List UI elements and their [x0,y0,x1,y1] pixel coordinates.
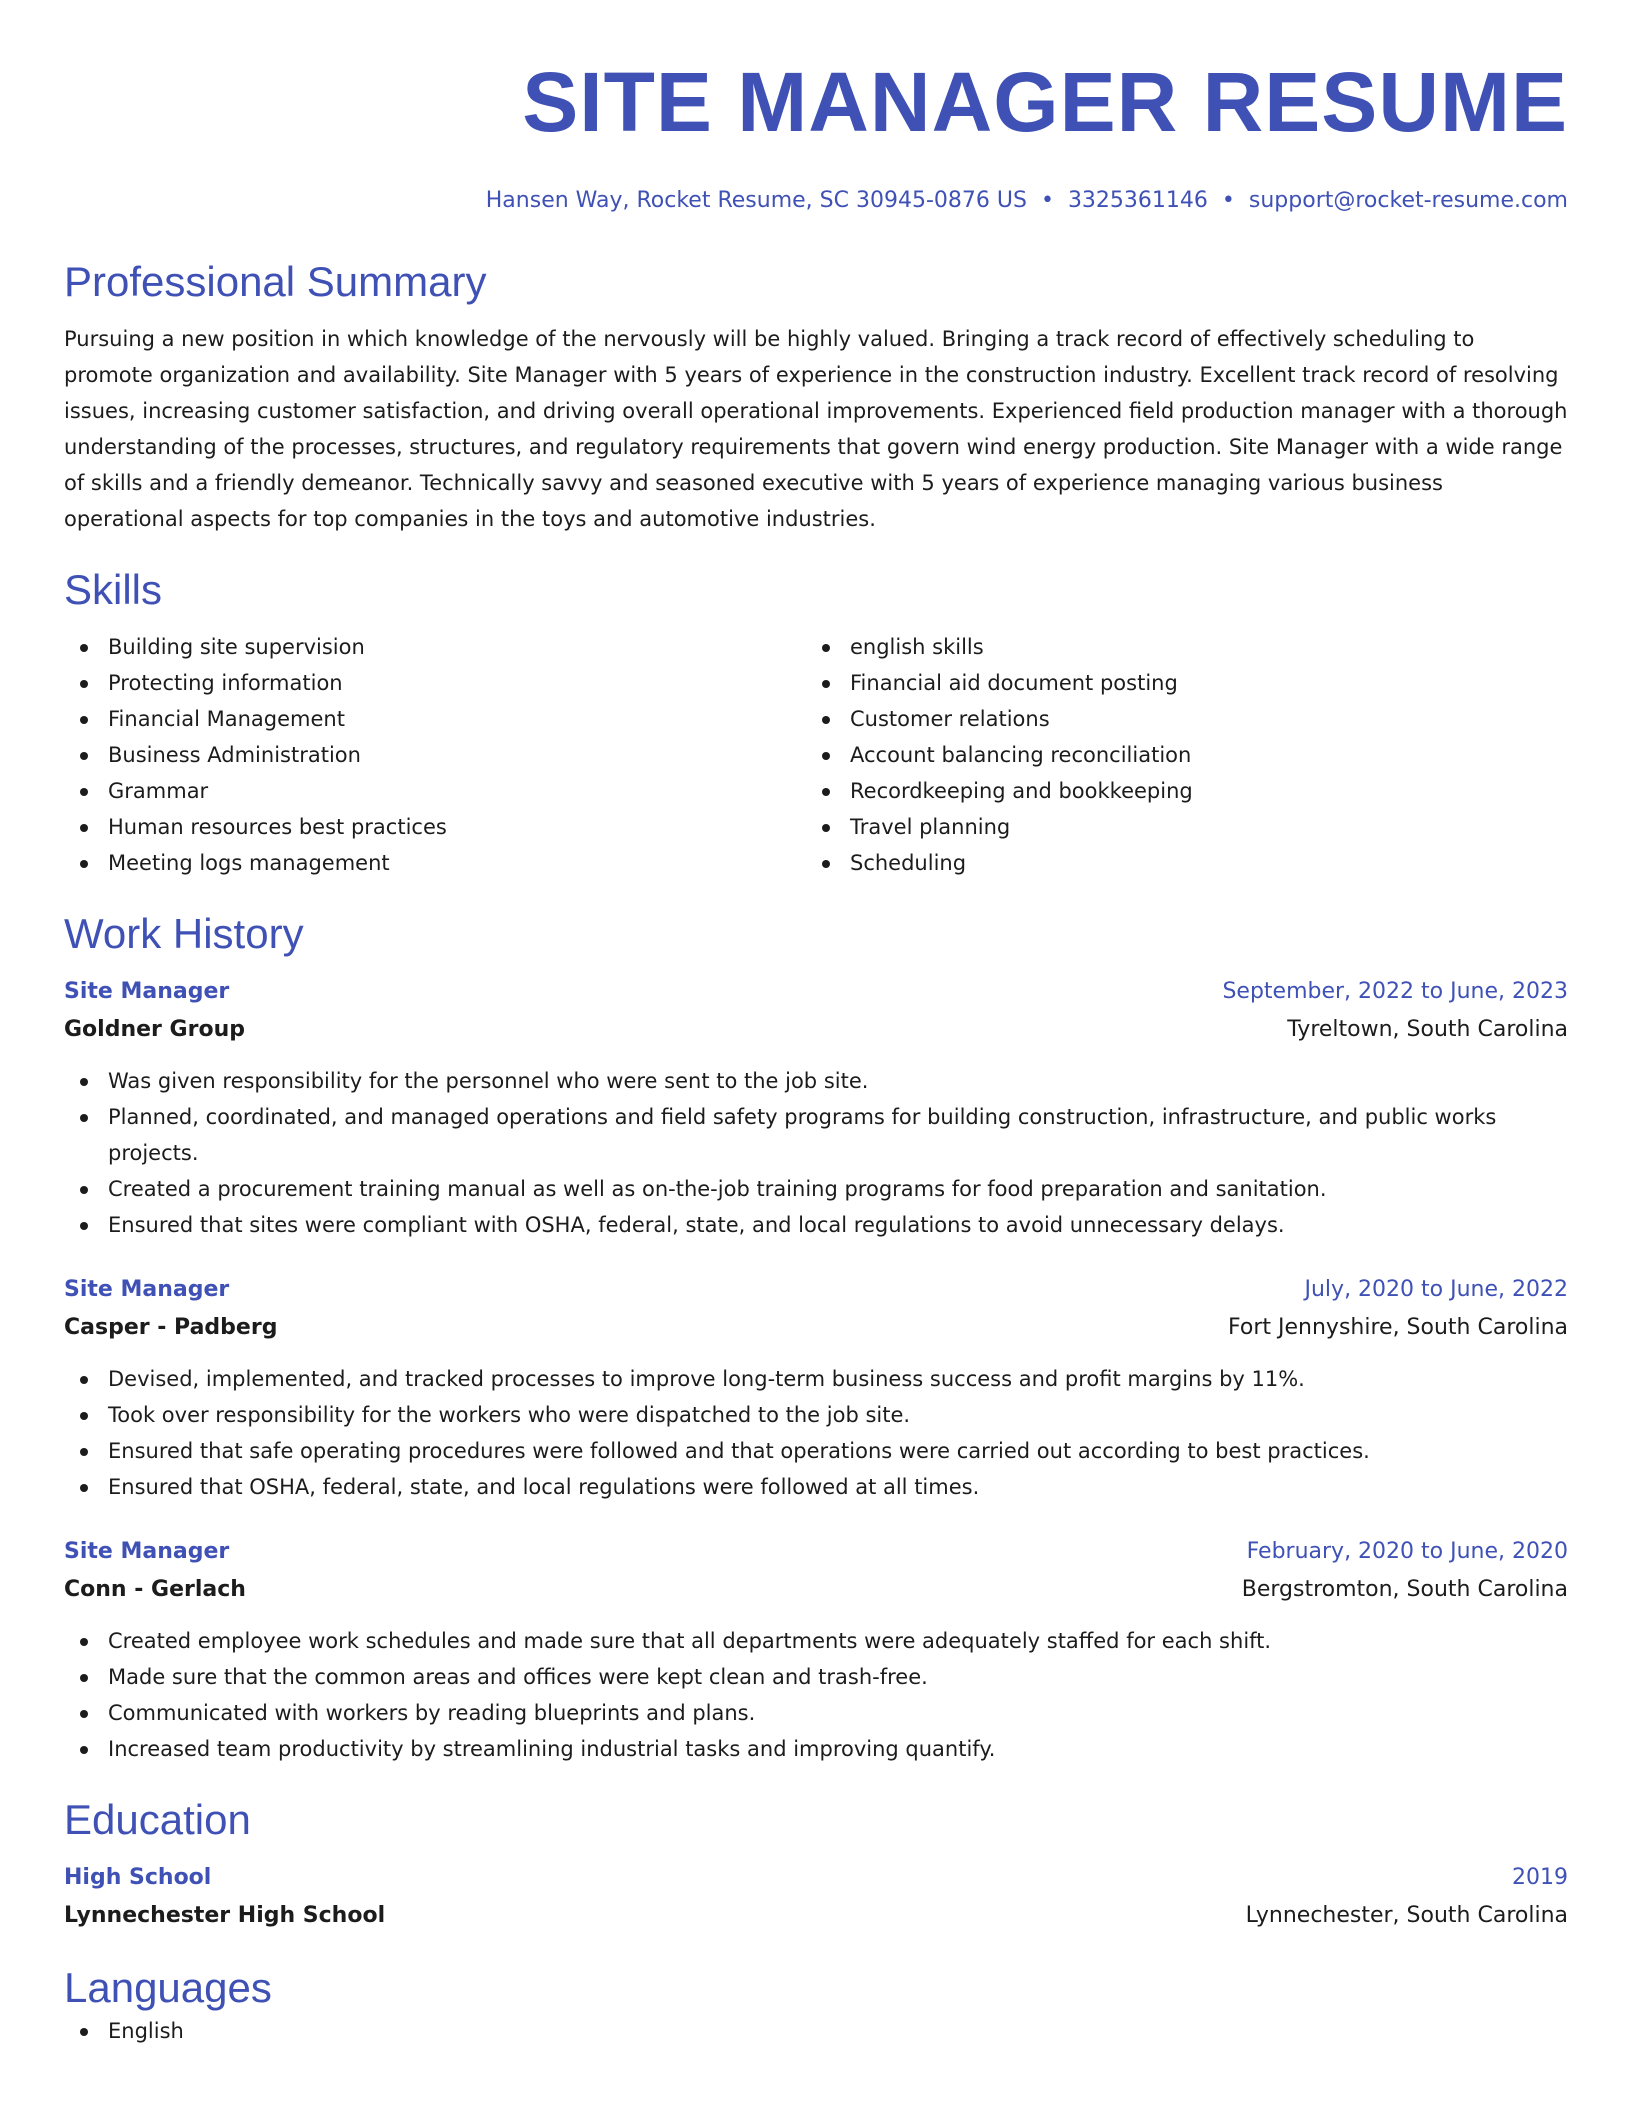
language-item: English [64,2013,1568,2049]
contact-separator: • [1040,188,1054,213]
skill-item: Building site supervision [64,629,806,665]
job-duty: Ensured that sites were compliant with OSHA, federal, state, and local regulations to avoid unnecessary delays. [64,1207,1568,1243]
skills-column-left [64,629,806,881]
job-company: Conn - Gerlach [64,1577,246,1602]
job-entry [64,973,1568,1243]
job-location: Bergstromton, South Carolina [1241,1577,1568,1602]
languages-heading: Languages [64,1964,272,2011]
summary-text: Pursuing a new position in which knowledge of the nervously will be highly valued. Bringing a track record of effectively scheduling to promote organization and availability. Site Manager with 5 years of experience in the construction industry. Excellent track record of resolving issues, increasing customer satisfaction, and driving overall operational improvements. Experienced field production manager with a thorough understanding of the processes, structures, and regulatory requirements that govern wind energy production. Site Manager with a wide range of skills and a friendly demeanor. Technically savvy and seasoned executive with 5 years of experience managing various business operational aspects for top companies in the toys and automotive industries. [64,327,1568,531]
skill-item: Recordkeeping and bookkeeping [806,773,1548,809]
job-location: Fort Jennyshire, South Carolina [1228,1315,1568,1340]
job-duty: Was given responsibility for the personnel who were sent to the job site. [64,1063,1568,1099]
contact-separator: • [1221,188,1235,213]
skill-item: Protecting information [64,665,806,701]
job-company: Goldner Group [64,1017,245,1042]
education-school: Lynnechester High School [64,1903,386,1928]
job-role: Site Manager [64,1277,230,1302]
skill-item: Travel planning [806,809,1548,845]
skills-list [64,629,1568,881]
skill-item: Human resources best practices [64,809,806,845]
job-dates: February, 2020 to June, 2020 [1246,1539,1568,1564]
skill-item: Business Administration [64,737,806,773]
skills-column-right [806,629,1548,881]
summary-heading: Professional Summary [64,258,487,305]
job-duty: Took over responsibility for the workers who were dispatched to the job site. [64,1397,1568,1433]
skill-item: Customer relations [806,701,1548,737]
work-history-heading: Work History [64,910,304,957]
job-duty: Ensured that safe operating procedures were followed and that operations were carried out according to best practices. [64,1433,1568,1469]
job-dates: September, 2022 to June, 2023 [1222,979,1568,1004]
job-duty: Created a procurement training manual as well as on-the-job training programs for food preparation and sanitation. [64,1171,1568,1207]
job-role: Site Manager [64,1539,230,1564]
contact-email: support@rocket-resume.com [1248,188,1568,213]
skill-item: Financial Management [64,701,806,737]
job-role: Site Manager [64,979,230,1004]
education-heading: Education [64,1796,251,1843]
skill-item: Scheduling [806,845,1548,881]
skill-item: Financial aid document posting [806,665,1548,701]
job-duties [64,1623,1568,1767]
resume-page [64,0,1568,2049]
job-duty: Increased team productivity by streamlining industrial tasks and improving quantify. [64,1731,1568,1767]
job-company: Casper - Padberg [64,1315,278,1340]
job-duties [64,1063,1568,1243]
job-duty: Made sure that the common areas and offices were kept clean and trash-free. [64,1659,1568,1695]
contact-line [64,187,1568,215]
languages-list [64,2013,1568,2049]
education-entry [64,1859,1568,1935]
job-location: Tyreltown, South Carolina [1287,1017,1568,1042]
job-entry [64,1533,1568,1767]
education-degree: High School [64,1865,212,1890]
skill-item: Meeting logs management [64,845,806,881]
skill-item: Account balancing reconciliation [806,737,1548,773]
job-entry [64,1271,1568,1505]
contact-address: Hansen Way, Rocket Resume, SC 30945-0876 US [485,188,1027,213]
resume-title: SITE MANAGER RESUME [522,55,1568,149]
skills-heading: Skills [64,566,163,613]
job-duty: Created employee work schedules and made sure that all departments were adequately staffed for each shift. [64,1623,1568,1659]
contact-phone: 3325361146 [1067,188,1208,213]
skill-item: Grammar [64,773,806,809]
job-duty: Communicated with workers by reading blueprints and plans. [64,1695,1568,1731]
job-duty: Planned, coordinated, and managed operations and field safety programs for building construction, infrastructure, and public works projects. [64,1099,1568,1171]
job-dates: July, 2020 to June, 2022 [1304,1277,1568,1302]
education-year: 2019 [1512,1865,1568,1890]
job-duty: Devised, implemented, and tracked processes to improve long-term business success and profit margins by 11%. [64,1361,1568,1397]
skill-item: english skills [806,629,1548,665]
job-duties [64,1361,1568,1505]
job-duty: Ensured that OSHA, federal, state, and local regulations were followed at all times. [64,1469,1568,1505]
education-location: Lynnechester, South Carolina [1245,1903,1568,1928]
